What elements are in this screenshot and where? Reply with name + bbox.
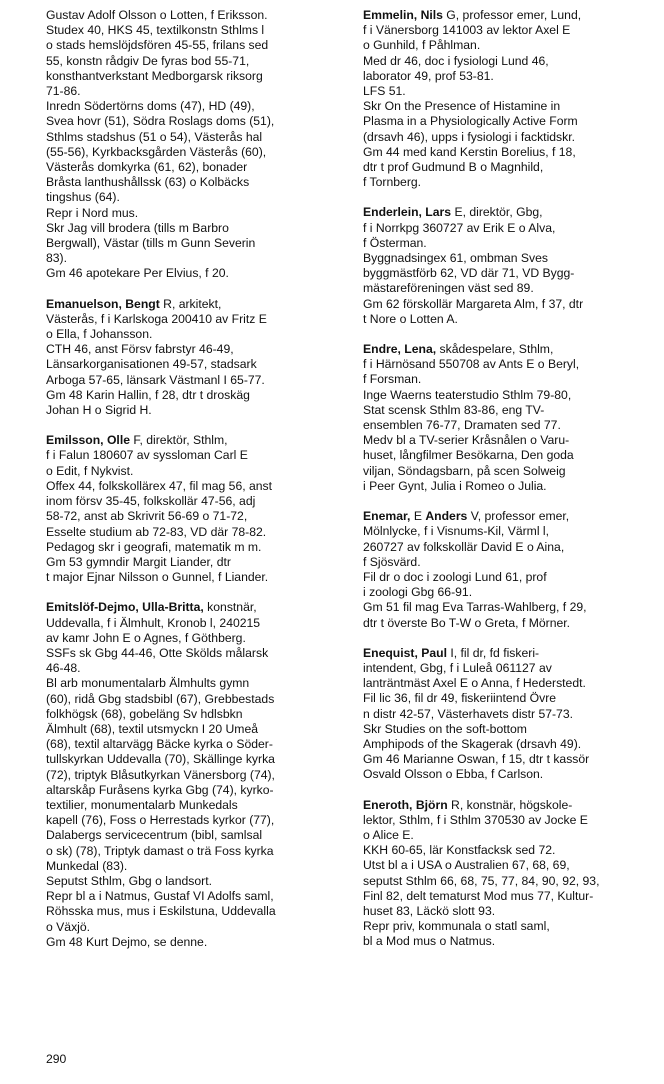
text-line: Gustav Adolf Olsson o Lotten, f Eriksson.	[46, 8, 268, 22]
text-line: Repr i Nord mus.	[46, 205, 139, 220]
text-line: i Peer Gynt, Julia i Romeo o Julia.	[363, 478, 547, 493]
text-line: Amphipods of the Skagerak (drsavh 49).	[363, 736, 582, 751]
text-line: o sk) (78), Triptyk damast o trä Foss kyrka	[46, 843, 274, 858]
text-line: 260727 av folkskollär David E o Aina,	[363, 539, 565, 554]
text-line: t Nore o Lotten A.	[363, 311, 458, 326]
left-column	[46, 8, 358, 965]
text-line: o Gunhild, f Påhlman.	[363, 38, 481, 53]
text-line: Inge Waerns teaterstudio Sthlm 79-80,	[363, 387, 572, 402]
entry-enequist	[363, 646, 655, 783]
entry-name: Emmelin, Nils	[363, 8, 443, 22]
text-line: Sthlms stadshus (51 o 54), Västerås hal	[46, 129, 263, 144]
text-line: f i Falun 180607 av syssloman Carl E	[46, 448, 248, 463]
text-line: KKH 60-65, lär Konstfacksk sed 72.	[363, 843, 556, 858]
text-line: o Alice E.	[363, 827, 414, 842]
right-column	[363, 8, 655, 965]
text-line: Västerås, f i Karlskoga 200410 av Fritz E	[46, 311, 267, 326]
text-line: Studex 40, HKS 45, textilkonstn Sthlms l	[46, 23, 265, 38]
entry-heading	[363, 342, 655, 357]
entry-heading	[363, 509, 655, 524]
entry-heading	[363, 205, 655, 220]
text-line: Skr Jag vill brodera (tills m Barbro	[46, 220, 229, 235]
text-line: o Växjö.	[46, 919, 91, 934]
text-line: Arboga 57-65, länsark Västmanl I 65-77.	[46, 372, 265, 387]
entry-given-name: Anders	[425, 509, 468, 524]
entry-heading-rest: R, konstnär, högskole-	[447, 797, 573, 812]
text-line: 71-86.	[46, 84, 81, 99]
entry-olsson-continuation	[46, 8, 358, 282]
entry-emilsson	[46, 433, 358, 585]
text-line: Dalabergs servicecentrum (bibl, samlsal	[46, 828, 263, 843]
entry-initial: E	[410, 509, 426, 524]
text-line: Munkedal (83).	[46, 858, 128, 873]
text-line: dtr t prof Gudmund B o Magnhild,	[363, 160, 544, 175]
entry-heading	[46, 600, 358, 615]
entry-heading-rest: I, fil dr, fd fiskeri-	[446, 645, 540, 660]
entry-heading-rest: E, direktör, Gbg,	[451, 205, 543, 220]
text-line: n distr 42-57, Västerhavets distr 57-73.	[363, 706, 574, 721]
text-line: Älmhult (68), textil utsmyckn I 20 Umeå	[46, 721, 258, 736]
text-line: o stads hemslöjdsfören 45-55, frilans sed	[46, 38, 269, 53]
entry-eneroth	[363, 798, 655, 950]
text-line: Svea hovr (51), Södra Roslags doms (51),	[46, 114, 275, 129]
text-line: textilier, monumentalarb Munkedals	[46, 797, 238, 812]
text-line: altarskåp Furåsens kyrka Gbg (74), kyrko-	[46, 782, 274, 797]
entry-body	[363, 661, 655, 783]
entry-name: Emilsson, Olle	[46, 433, 130, 448]
text-line: Gm 62 förskollär Margareta Alm, f 37, dtr	[363, 296, 584, 311]
entry-body	[363, 357, 655, 494]
text-line: bl a Mod mus o Natmus.	[363, 934, 496, 949]
text-line: Offex 44, folkskollärex 47, fil mag 56, anst	[46, 478, 273, 493]
text-line: dtr t överste Bo T-W o Greta, f Mörner.	[363, 615, 571, 630]
text-line: Osvald Olsson o Ebba, f Carlson.	[363, 767, 544, 782]
text-line: (55-56), Kyrkbacksgården Västerås (60),	[46, 144, 267, 159]
entry-emitslof-dejmo	[46, 600, 358, 950]
text-line: intendent, Gbg, f i Luleå 061127 av	[363, 660, 552, 675]
text-line: folkhögsk (68), gobeläng Sv hdlsbkn	[46, 706, 243, 721]
entry-heading	[363, 798, 655, 813]
text-line: Uddevalla, f i Älmhult, Kronob l, 240215	[46, 615, 261, 630]
text-line: 46-48.	[46, 661, 81, 676]
text-line: huset 83, Läckö slott 93.	[363, 903, 496, 918]
entry-emmelin	[363, 8, 655, 190]
entry-heading-rest: F, direktör, Sthlm,	[130, 433, 228, 448]
text-line: Esselte studium ab 72-83, VD där 78-82.	[46, 524, 267, 539]
entry-heading-rest: skådespelare, Sthlm,	[436, 342, 554, 357]
text-line: f Tornberg.	[363, 175, 422, 190]
text-line: Mölnlycke, f i Visnums-Kil, Värml l,	[363, 524, 550, 539]
page-number: 290	[46, 1052, 67, 1066]
text-line: LFS 51.	[363, 84, 406, 99]
text-line: laborator 49, prof 53-81.	[363, 68, 494, 83]
text-line: f i Härnösand 550708 av Ants E o Beryl,	[363, 357, 580, 372]
text-line: (68), textil altarvägg Bäcke kyrka o Söder-	[46, 737, 273, 752]
text-line: seputst Sthlm 66, 68, 75, 77, 84, 90, 92, 93,	[363, 873, 600, 888]
entry-name: Endre, Lena,	[363, 342, 437, 357]
entry-emanuelson	[46, 297, 358, 419]
entry-body	[46, 616, 358, 950]
text-line: 83).	[46, 251, 68, 266]
entry-surname: Enemar,	[363, 509, 411, 524]
entry-heading	[46, 297, 358, 312]
text-line: av kamr John E o Agnes, f Göthberg.	[46, 630, 246, 645]
text-line: Gm 53 gymndir Margit Liander, dtr	[46, 554, 231, 569]
text-line: Repr priv, kommunala o statl saml,	[363, 919, 550, 934]
text-line: Länsarkorganisationen 49-57, stadsark	[46, 357, 257, 372]
text-line: kapell (76), Foss o Herrestads kyrkor (77),	[46, 813, 275, 828]
text-line: Skr Studies on the soft-bottom	[363, 721, 527, 736]
text-line: (60), ridå Gbg stadsbibl (67), Grebbestads	[46, 691, 275, 706]
text-line: viljan, Söndagsbarn, på scen Solweig	[363, 463, 566, 478]
text-line: Bergwall), Västar (tills m Gunn Severin	[46, 236, 256, 251]
entry-enemar	[363, 509, 655, 631]
entry-name: Emanuelson, Bengt	[46, 296, 160, 311]
text-line: 58-72, anst ab Skrivrit 56-69 o 71-72,	[46, 509, 248, 524]
text-line: inom försv 35-45, folkskollär 47-56, adj	[46, 494, 256, 509]
entry-heading	[363, 646, 655, 661]
entry-heading	[363, 8, 655, 23]
text-line: Gm 46 Marianne Oswan, f 15, dtr t kassör	[363, 752, 590, 767]
entry-heading-rest: konstnär,	[203, 600, 257, 615]
text-line: Finl 82, delt tematurst Mod mus 77, Kultur-	[363, 888, 594, 903]
entry-heading-rest: R, arkitekt,	[159, 296, 222, 311]
text-line: CTH 46, anst Försv fabrstyr 46-49,	[46, 342, 234, 357]
text-line: o Ella, f Johansson.	[46, 327, 153, 342]
entry-name: Enderlein, Lars	[363, 205, 452, 220]
entry-endre	[363, 342, 655, 494]
text-line: byggmästförb 62, VD där 71, VD Bygg-	[363, 266, 575, 281]
entry-body	[363, 524, 655, 630]
entry-body	[46, 312, 358, 418]
entry-heading-rest: V, professor emer,	[467, 509, 570, 524]
entry-name: Eneroth, Björn	[363, 797, 448, 812]
entry-body	[363, 23, 655, 190]
text-line: Repr bl a i Natmus, Gustaf VI Adolfs saml,	[46, 889, 274, 904]
text-line: f Forsman.	[363, 372, 422, 387]
text-line: Gm 44 med kand Kerstin Borelius, f 18,	[363, 144, 576, 159]
text-line: (72), triptyk Blåsutkyrkan Vänersborg (74),	[46, 767, 275, 782]
text-line: i zoologi Gbg 66-91.	[363, 585, 473, 600]
text-line: Bl arb monumentalarb Älmhults gymn	[46, 676, 250, 691]
text-line: SSFs sk Gbg 44-46, Otte Skölds målarsk	[46, 645, 269, 660]
text-line: Medv bl a TV-serier Kråsnålen o Varu-	[363, 433, 570, 448]
text-line: tingshus (64).	[46, 190, 120, 205]
text-line: Byggnadsingex 61, ombman Sves	[363, 251, 548, 266]
text-line: Utst bl a i USA o Australien 67, 68, 69,	[363, 858, 570, 873]
text-line: f i Norrkpg 360727 av Erik E o Alva,	[363, 220, 556, 235]
text-line: Inredn Södertörns doms (47), HD (49),	[46, 99, 255, 114]
text-line: lanträntmäst Axel E o Anna, f Hederstedt.	[363, 676, 586, 691]
entry-body	[46, 8, 358, 282]
entry-body	[363, 813, 655, 950]
text-line: Röhsska mus, mus i Eskilstuna, Uddevalla	[46, 904, 276, 919]
text-line: Gm 51 fil mag Eva Tarras-Wahlberg, f 29,	[363, 600, 587, 615]
text-line: f Sjösvärd.	[363, 554, 421, 569]
text-line: Stat scensk Sthlm 83-86, eng TV-	[363, 402, 545, 417]
text-line: Johan H o Sigrid H.	[46, 403, 152, 418]
text-line: o Edit, f Nykvist.	[46, 463, 134, 478]
text-line: Fil dr o doc i zoologi Lund 61, prof	[363, 569, 547, 584]
entry-heading	[46, 433, 358, 448]
entry-body	[46, 448, 358, 585]
text-line: Gm 48 Karin Hallin, f 28, dtr t droskäg	[46, 387, 250, 402]
entry-name: Emitslöf-Dejmo, Ulla-Britta,	[46, 600, 204, 615]
text-line: (drsavh 46), upps i fysiologi i facktidskr.	[363, 129, 576, 144]
entry-heading-rest: G, professor emer, Lund,	[442, 8, 582, 22]
entry-body	[363, 221, 655, 327]
text-line: Plasma in a Physiologically Active Form	[363, 114, 578, 129]
text-line: konsthantverkstant Medborgarsk riksorg	[46, 68, 263, 83]
text-line: Pedagog skr i geografi, matematik m m.	[46, 539, 262, 554]
text-line: Skr On the Presence of Histamine in	[363, 99, 561, 114]
text-line: Seputst Sthlm, Gbg o landsort.	[46, 873, 212, 888]
text-line: Bråsta lanthushållssk (63) o Kolbäcks	[46, 175, 250, 190]
text-line: Fil lic 36, fil dr 49, fiskeriintend Övre	[363, 691, 557, 706]
text-line: lektor, Sthlm, f i Sthlm 370530 av Jocke E	[363, 812, 588, 827]
text-line: mästareföreningen väst sed 89.	[363, 281, 534, 296]
text-line: Med dr 46, doc i fysiologi Lund 46,	[363, 53, 549, 68]
text-line: f i Vänersborg 141003 av lektor Axel E	[363, 23, 571, 38]
text-line: ensemblen 76-77, Dramaten sed 77.	[363, 418, 561, 433]
text-line: 55, konstn rådgiv De fyras bod 55-71,	[46, 53, 250, 68]
text-line: Västerås domkyrka (61, 62), bonader	[46, 160, 248, 175]
text-line: huset, långfilmer Besökarna, Den goda	[363, 448, 574, 463]
text-line: tullskyrkan Uddevalla (70), Skällinge kyrka	[46, 752, 275, 767]
text-line: Gm 48 Kurt Dejmo, se denne.	[46, 934, 208, 949]
text-line: f Österman.	[363, 235, 427, 250]
entry-enderlein	[363, 205, 655, 327]
entry-name: Enequist, Paul	[363, 645, 447, 660]
text-line: Gm 46 apotekare Per Elvius, f 20.	[46, 266, 229, 281]
text-line: t major Ejnar Nilsson o Gunnel, f Liander.	[46, 570, 269, 585]
